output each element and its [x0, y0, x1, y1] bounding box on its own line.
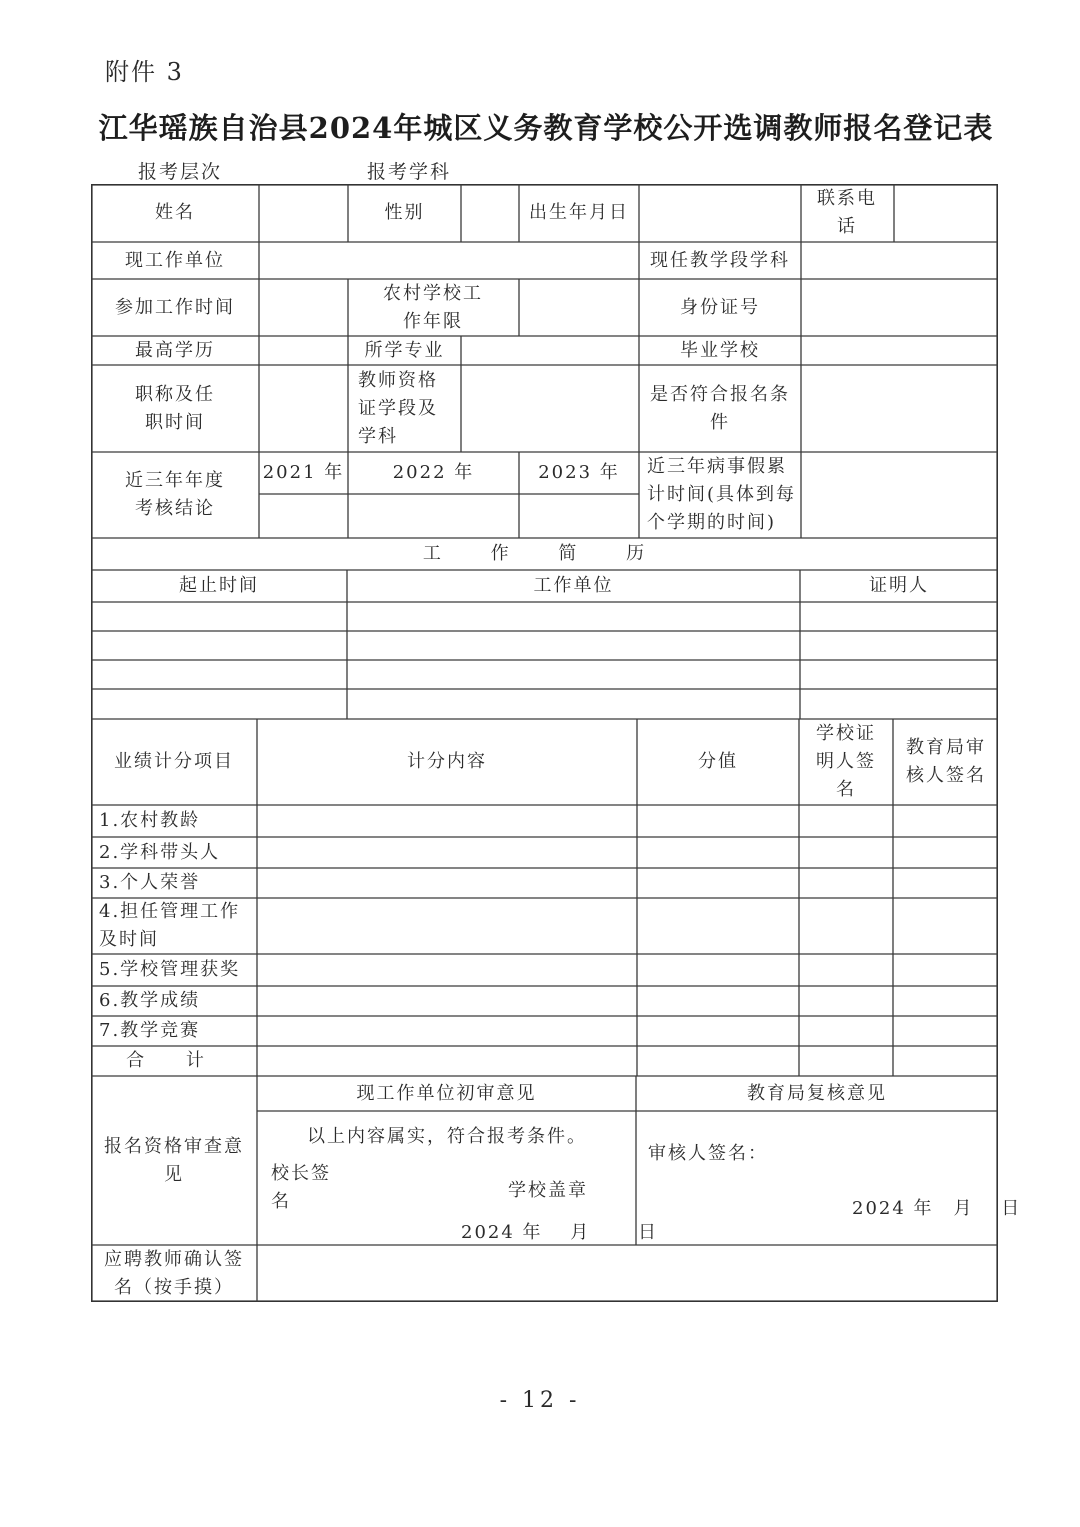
page-number: - 12 -: [499, 1388, 581, 1413]
sick-leave-label: 近三年病事假累计时间(具体到每个学期的时间): [647, 456, 797, 533]
score-row-label: 2.学科带头人: [99, 841, 221, 863]
score-value-header: 分值: [698, 751, 738, 772]
phone-label: 联系电话: [817, 188, 877, 237]
exam-subject-label: 报考学科: [367, 161, 452, 183]
total-label: 合 计: [126, 1050, 222, 1071]
year-2023-label: 2023 年: [538, 462, 620, 483]
applicant-confirm-label: 应聘教师确认签名（按手摸）: [104, 1248, 244, 1298]
school-witness-header: 学校证明人签名: [816, 723, 876, 800]
work-start-label: 参加工作时间: [115, 296, 235, 318]
education-label: 最高学历: [135, 339, 215, 361]
score-row-label: 7.教学竞赛: [99, 1020, 201, 1041]
name-label: 姓名: [155, 202, 195, 223]
statement-text: 以上内容属实，符合报考条件。: [307, 1126, 587, 1147]
year-2021-label: 2021 年: [262, 462, 345, 483]
score-row-label: 5.学校管理获奖: [99, 959, 241, 980]
rural-years-label: 农村学校工作年限: [383, 282, 483, 332]
exam-level-label: 报考层次: [138, 161, 223, 183]
witness-header: 证明人: [869, 575, 929, 596]
scoring-content-header: 计分内容: [407, 751, 487, 772]
school-seal-label: 学校盖章: [508, 1180, 588, 1201]
unit-date: 2024 年 月 日: [461, 1222, 658, 1243]
id-number-label: 身份证号: [680, 296, 760, 318]
major-label: 所学专业: [364, 339, 445, 361]
score-row-label: 4.担任管理工作及时间: [99, 901, 241, 950]
registration-form-table: [91, 184, 1022, 1302]
bureau-date: 2024 年 月 日: [852, 1198, 1022, 1219]
score-row-label: 6.教学成绩: [99, 990, 201, 1011]
attachment-label: 附件 3: [105, 58, 184, 86]
work-resume-title: 工 作 简 历: [422, 543, 667, 564]
score-row-label: 1.农村教龄: [99, 810, 201, 831]
bureau-signature-header: 教育局审核人签名: [906, 737, 986, 786]
assessment-label: 近三年年度考核结论: [125, 470, 225, 519]
gender-label: 性别: [384, 202, 425, 223]
page-title: 江华瑶族自治县2024年城区义务教育学校公开选调教师报名登记表: [98, 111, 994, 145]
eligibility-label: 是否符合报名条件: [650, 383, 790, 433]
score-row-label: 3.个人荣誉: [99, 872, 201, 893]
work-unit-header: 工作单位: [533, 575, 614, 596]
current-unit-label: 现工作单位: [125, 249, 225, 271]
current-teaching-label: 现任教学段学科: [650, 249, 790, 271]
period-header: 起止时间: [179, 575, 259, 596]
grad-school-label: 毕业学校: [680, 339, 760, 361]
unit-opinion-header: 现工作单位初审意见: [356, 1082, 537, 1104]
principal-signature-label: 校长签名: [271, 1163, 331, 1212]
birthdate-label: 出生年月日: [529, 202, 629, 223]
scoring-item-header: 业绩计分项目: [114, 751, 234, 772]
title-rank-label: 职称及任职时间: [135, 383, 215, 433]
year-2022-label: 2022 年: [392, 462, 475, 483]
qualification-label: 教师资格证学段及学科: [358, 369, 438, 447]
bureau-opinion-header: 教育局复核意见: [747, 1082, 887, 1104]
reviewer-signature-label: 审核人签名：: [648, 1143, 768, 1164]
qualification-review-label: 报名资格审查意见: [104, 1135, 244, 1185]
